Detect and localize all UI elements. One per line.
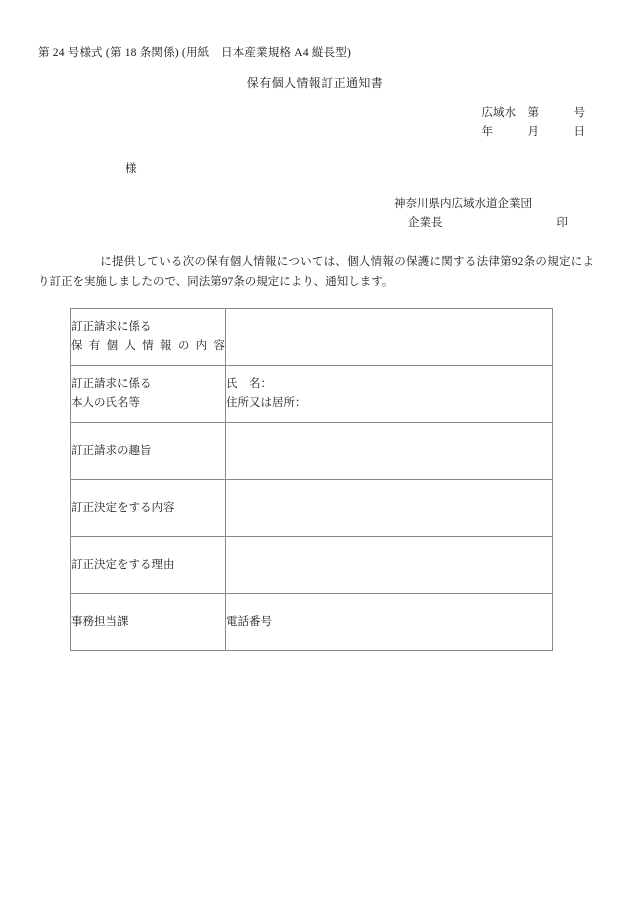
table-row bbox=[71, 480, 553, 537]
form-number-line: 第 24 号様式 (第 18 条関係) (用紙 日本産業規格 A4 縦長型) bbox=[38, 47, 351, 59]
row-value-cell[interactable] bbox=[226, 480, 553, 537]
table-row bbox=[71, 423, 553, 480]
row-label-cell bbox=[71, 423, 226, 480]
row-label-line1: 事務担当課 bbox=[71, 615, 129, 628]
row-label-line1: 訂正決定をする内容 bbox=[71, 501, 175, 514]
address-field-prompt: 住所又は居所： bbox=[226, 397, 307, 409]
row-label-line2: 本人の氏名等 bbox=[71, 397, 140, 409]
issuer-block bbox=[394, 195, 568, 233]
reference-date-line: 年 月 日 bbox=[481, 126, 585, 138]
row-label-line1: 訂正決定をする理由 bbox=[71, 558, 175, 571]
row-label-cell bbox=[71, 309, 226, 366]
row-value-cell[interactable] bbox=[226, 594, 553, 651]
table-row bbox=[71, 309, 553, 366]
reference-number-line: 広域水 第 号 bbox=[481, 107, 585, 119]
document-title: 保有個人情報訂正通知書 bbox=[246, 76, 384, 90]
reference-block bbox=[482, 104, 586, 142]
row-label-line2: 保有個人情報の内容 bbox=[71, 340, 225, 352]
phone-number-prompt: 電話番号 bbox=[226, 615, 272, 628]
row-label-cell bbox=[71, 537, 226, 594]
body-paragraph bbox=[38, 252, 594, 292]
row-value-cell[interactable] bbox=[226, 366, 553, 423]
row-label-cell bbox=[71, 366, 226, 423]
row-label-cell bbox=[71, 480, 226, 537]
name-field-prompt: 氏 名： bbox=[226, 378, 272, 390]
row-label-line1: 訂正請求に係る bbox=[71, 321, 152, 333]
table-row bbox=[71, 366, 553, 423]
row-label-line1: 訂正請求の趣旨 bbox=[71, 444, 152, 457]
table-row bbox=[71, 594, 553, 651]
addressee-honorific: 様 bbox=[125, 163, 137, 175]
seal-mark: 印 bbox=[556, 217, 568, 229]
body-paragraph-text: に提供している次の保有個人情報については、個人情報の保護に関する法律第92条の規定により訂正を実施しましたので、同法第97条の規定により、通知します。 bbox=[38, 256, 594, 288]
issuer-role-row bbox=[394, 214, 568, 233]
row-label-line1: 訂正請求に係る bbox=[71, 378, 152, 390]
row-value-cell[interactable] bbox=[226, 423, 553, 480]
notification-detail-table bbox=[70, 308, 553, 651]
issuer-organization: 神奈川県内広域水道企業団 bbox=[394, 198, 532, 210]
row-value-cell[interactable] bbox=[226, 537, 553, 594]
table-row bbox=[71, 537, 553, 594]
issuer-role-label: 企業長 bbox=[408, 217, 443, 229]
row-label-cell bbox=[71, 594, 226, 651]
row-value-cell[interactable] bbox=[226, 309, 553, 366]
